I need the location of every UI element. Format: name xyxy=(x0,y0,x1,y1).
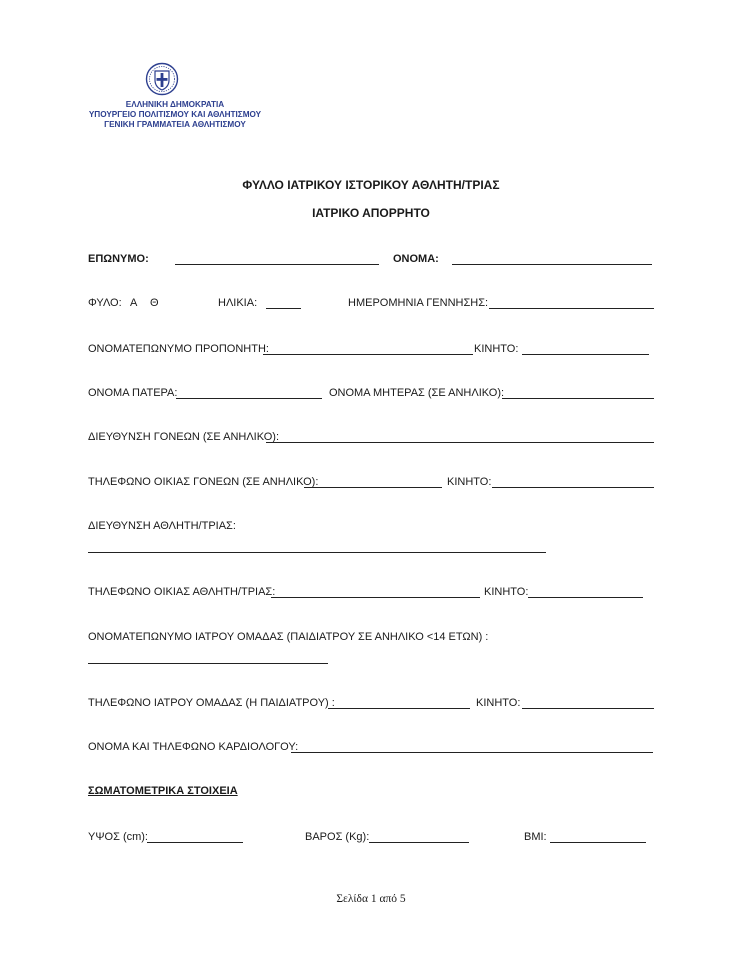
height-label: ΥΨΟΣ (cm): xyxy=(88,831,148,843)
coach-mobile-label: ΚΙΝΗΤΟ: xyxy=(474,343,519,355)
birthdate-label: ΗΜΕΡΟΜΗΝΙΑ ΓΕΝΝΗΣΗΣ: xyxy=(348,297,489,309)
cardiologist-field[interactable] xyxy=(291,752,653,753)
bmi-label: BMI: xyxy=(524,831,547,843)
coach-field[interactable] xyxy=(263,354,473,355)
coach-label: ΟΝΟΜΑΤΕΠΩΝΥΜΟ ΠΡΟΠΟΝΗΤΗ: xyxy=(88,343,269,355)
doctor-mobile-label: ΚΙΝΗΤΟ: xyxy=(476,697,521,709)
mother-label: ΟΝΟΜΑ ΜΗΤΕΡΑΣ (ΣΕ ΑΝΗΛΙΚΟ): xyxy=(329,387,505,399)
agency-line-3: ΓΕΝΙΚΗ ΓΡΑΜΜΑΤΕΙΑ ΑΘΛΗΤΙΣΜΟΥ xyxy=(104,120,246,129)
agency-line-2: ΥΠΟΥΡΓΕΙΟ ΠΟΛΙΤΙΣΜΟΥ ΚΑΙ ΑΘΛΗΤΙΣΜΟΥ xyxy=(88,110,262,119)
parents-address-label: ΔΙΕΥΘΥΝΣΗ ΓΟΝΕΩΝ (ΣΕ ΑΝΗΛΙΚΟ): xyxy=(88,431,280,443)
athlete-mobile-field[interactable] xyxy=(528,597,643,598)
somatometric-heading: ΣΩΜΑΤΟΜΕΤΡΙΚΑ ΣΤΟΙΧΕΙΑ xyxy=(88,785,238,797)
athlete-phone-label: ΤΗΛΕΦΩΝΟ ΟΙΚΙΑΣ ΑΘΛΗΤΗ/ΤΡΙΑΣ: xyxy=(88,586,276,598)
greek-state-emblem-icon xyxy=(145,62,179,96)
doctor-phone-field[interactable] xyxy=(328,708,470,709)
cardiologist-label: ΟΝΟΜΑ ΚΑΙ ΤΗΛΕΦΩΝΟ ΚΑΡΔΙΟΛΟΓΟΥ: xyxy=(88,741,299,753)
agency-header xyxy=(80,62,270,132)
parents-mobile-field[interactable] xyxy=(492,487,654,488)
sex-option-a[interactable]: Α xyxy=(130,297,138,309)
name-field[interactable] xyxy=(452,264,652,265)
age-field[interactable] xyxy=(266,308,301,309)
name-label: ΟΝΟΜΑ: xyxy=(393,253,439,265)
doctor-field[interactable] xyxy=(88,663,328,664)
athlete-phone-field[interactable] xyxy=(271,597,480,598)
athlete-address-label: ΔΙΕΥΘΥΝΣΗ ΑΘΛΗΤΗ/ΤΡΙΑΣ: xyxy=(88,520,236,532)
sex-label: ΦΥΛΟ: xyxy=(88,297,122,309)
sex-option-th[interactable]: Θ xyxy=(150,297,159,309)
doctor-label: ΟΝΟΜΑΤΕΠΩΝΥΜΟ ΙΑΤΡΟΥ ΟΜΑΔΑΣ (ΠΑΙΔΙΑΤΡΟΥ ΣΕ ΑΝΗΛΙΚΟ <14 ΕΤΩΝ) : xyxy=(88,631,489,643)
weight-label: ΒΑΡΟΣ (Kg): xyxy=(305,831,370,843)
parents-phone-label: ΤΗΛΕΦΩΝΟ ΟΙΚΙΑΣ ΓΟΝΕΩΝ (ΣΕ ΑΝΗΛΙΚΟ): xyxy=(88,476,319,488)
athlete-address-field[interactable] xyxy=(88,552,546,553)
athlete-mobile-label: ΚΙΝΗΤΟ: xyxy=(484,586,529,598)
weight-field[interactable] xyxy=(369,842,469,843)
agency-line-1: ΕΛΛΗΝΙΚΗ ΔΗΜΟΚΡΑΤΙΑ xyxy=(125,100,225,109)
form-title: ΦΥΛΛΟ ΙΑΤΡΙΚΟΥ ΙΣΤΟΡΙΚΟΥ ΑΘΛΗΤΗ/ΤΡΙΑΣ xyxy=(242,178,500,192)
age-label: ΗΛΙΚΙΑ: xyxy=(218,297,258,309)
father-field[interactable] xyxy=(176,398,322,399)
height-field[interactable] xyxy=(147,842,243,843)
surname-label: ΕΠΩΝΥΜΟ: xyxy=(88,253,149,265)
parents-mobile-label: ΚΙΝΗΤΟ: xyxy=(447,476,492,488)
father-label: ΟΝΟΜΑ ΠΑΤΕΡΑ: xyxy=(88,387,178,399)
form-subtitle: ΙΑΤΡΙΚΟ ΑΠΟΡΡΗΤΟ xyxy=(312,206,430,220)
parents-phone-field[interactable] xyxy=(304,487,442,488)
page-number: Σελίδα 1 από 5 xyxy=(336,893,406,905)
coach-mobile-field[interactable] xyxy=(522,354,649,355)
doctor-mobile-field[interactable] xyxy=(522,708,654,709)
bmi-field[interactable] xyxy=(550,842,646,843)
mother-field[interactable] xyxy=(502,398,654,399)
surname-field[interactable] xyxy=(175,264,379,265)
parents-address-field[interactable] xyxy=(266,442,654,443)
doctor-phone-label: ΤΗΛΕΦΩΝΟ ΙΑΤΡΟΥ ΟΜΑΔΑΣ (Η ΠΑΙΔΙΑΤΡΟΥ) : xyxy=(88,697,335,709)
birthdate-field[interactable] xyxy=(489,308,654,309)
